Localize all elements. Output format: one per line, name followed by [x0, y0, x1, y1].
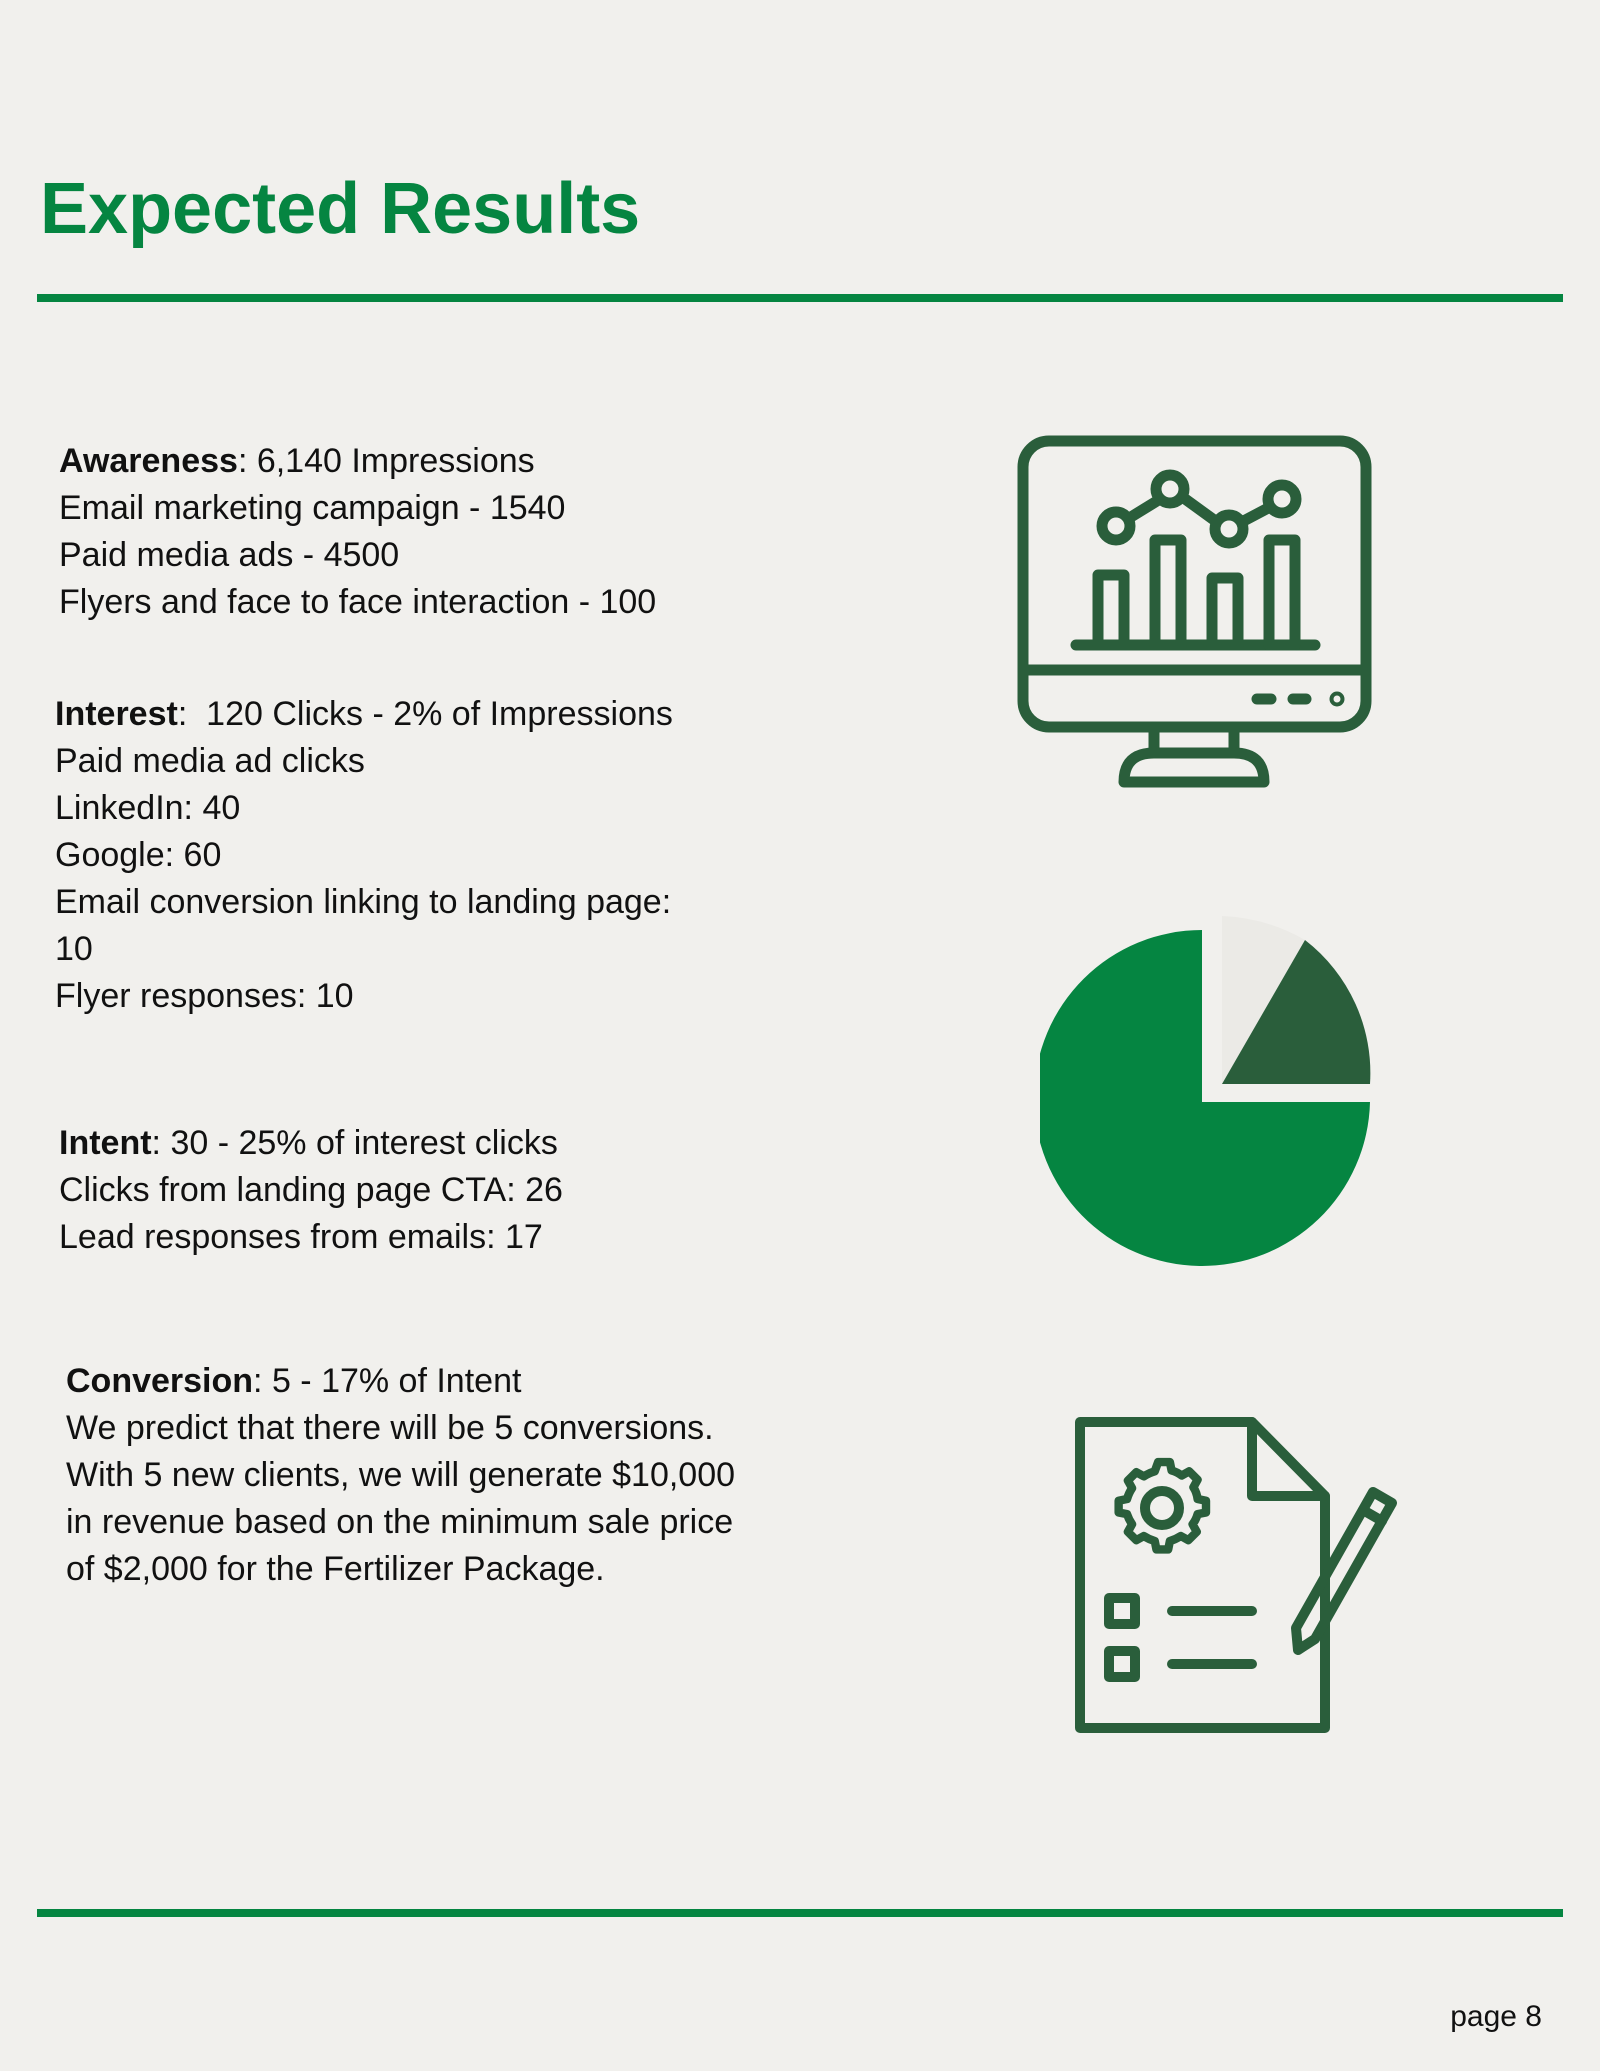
conversion-line: in revenue based on the minimum sale price: [66, 1503, 734, 1541]
conversion-line: With 5 new clients, we will generate $10,000: [66, 1456, 736, 1494]
awareness-line: Flyers and face to face interaction - 100: [59, 583, 657, 621]
interest-line: Email conversion linking to landing page:: [55, 883, 672, 921]
awareness-summary: : 6,140 Impressions: [237, 442, 535, 480]
monitor-chart-icon: [1010, 430, 1380, 800]
interest-section: [55, 691, 673, 1020]
interest-line: Paid media ad clicks: [55, 742, 365, 780]
interest-line: Google: 60: [55, 836, 222, 874]
interest-line: LinkedIn: 40: [55, 789, 241, 827]
conversion-line: of $2,000 for the Fertilizer Package.: [66, 1550, 605, 1588]
awareness-label: Awareness: [59, 442, 238, 480]
awareness-line: Email marketing campaign - 1540: [59, 489, 566, 527]
conversion-label: Conversion: [66, 1362, 254, 1400]
conversion-summary: : 5 - 17% of Intent: [253, 1362, 522, 1400]
conversion-heading: [66, 1358, 735, 1405]
interest-line: 10: [55, 930, 93, 968]
intent-label: Intent: [59, 1124, 152, 1162]
page-number: page 8: [1450, 2000, 1542, 2033]
page-title: Expected Results: [40, 169, 641, 249]
intent-heading: [59, 1120, 563, 1167]
awareness-line: Paid media ads - 4500: [59, 536, 400, 574]
document-settings-pencil-icon: [1070, 1410, 1410, 1740]
intent-summary: : 30 - 25% of interest clicks: [151, 1124, 558, 1162]
conversion-section: [66, 1358, 735, 1593]
top-divider: [37, 294, 1563, 302]
intent-line: Clicks from landing page CTA: 26: [59, 1171, 563, 1209]
conversion-line: We predict that there will be 5 conversions.: [66, 1409, 714, 1447]
interest-label: Interest: [55, 695, 178, 733]
interest-summary: : 120 Clicks - 2% of Impressions: [177, 695, 673, 733]
awareness-section: [59, 438, 656, 626]
interest-line: Flyer responses: 10: [55, 977, 354, 1015]
awareness-heading: [59, 438, 656, 485]
interest-heading: [55, 691, 673, 738]
intent-section: [59, 1120, 563, 1261]
pie-chart-icon: [1040, 910, 1380, 1270]
bottom-divider: [37, 1909, 1563, 1917]
intent-line: Lead responses from emails: 17: [59, 1218, 543, 1256]
